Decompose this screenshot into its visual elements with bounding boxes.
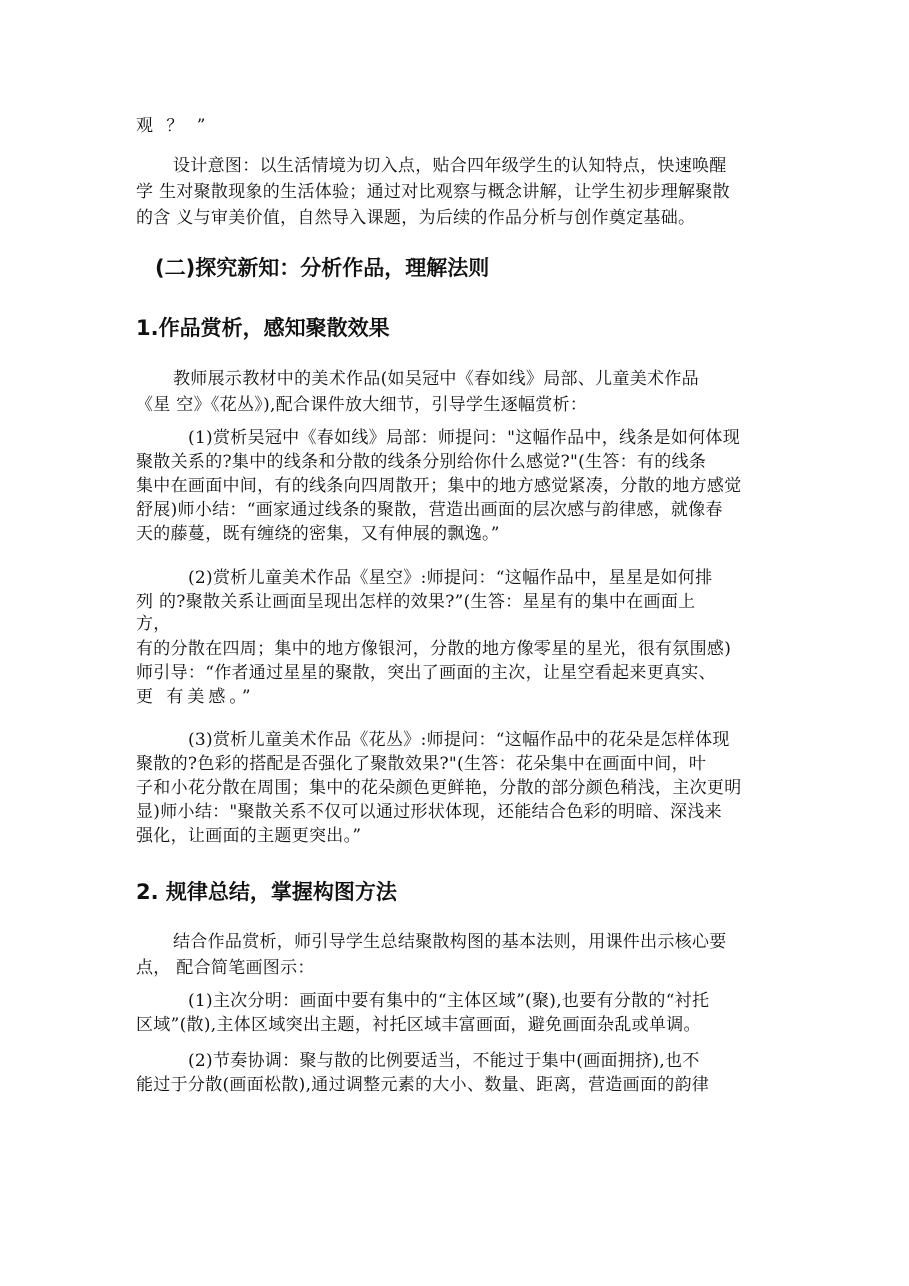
- item1-line-3: 集中在画面中间，有的线条向四周散开；集中的地方感觉紧凑，分散的地方感觉: [136, 476, 742, 496]
- sub2-intro-line-2: 点， 配合简笔画图示：: [136, 958, 315, 978]
- design-intent-line-1: 设计意图：以生活情境为切入点，贴合四年级学生的认知特点，快速唤醒: [173, 156, 727, 176]
- item3-line-1: (3)赏析儿童美术作品《花丛》:师提问：“这幅作品中的花朵是怎样体现: [188, 730, 730, 750]
- item2-line-3: 方，: [136, 614, 171, 634]
- item2-line-5: 师引导：“作者通过星星的聚散，突出了画面的主次，让星空看起来更真实、: [136, 663, 716, 683]
- intro-tail-line: 观 ？ ”: [136, 116, 210, 136]
- design-intent-line-3: 的含 义与审美价值，自然导入课题，为后续的作品分析与创作奠定基础。: [136, 208, 696, 228]
- item3-line-4: 显)师小结："聚散关系不仅可以通过形状体现，还能结合色彩的明暗、深浅来: [136, 802, 722, 822]
- design-intent-line-2: 学 生对聚散现象的生活体验；通过对比观察与概念讲解，让学生初步理解聚散: [136, 182, 730, 202]
- item2-line-4: 有的分散在四周；集中的地方像银河，分散的地方像零星的星光，很有氛围感): [136, 639, 732, 659]
- item1-line-1: (1)赏析吴冠中《春如线》局部：师提问："这幅作品中，线条是如何体现: [188, 428, 741, 448]
- item3-line-2: 聚散的?色彩的搭配是否强化了聚散效果?"(生答：花朵集中在画面中间，叶: [136, 754, 707, 774]
- section-heading-explore: (二)探究新知：分析作品，理解法则: [155, 256, 490, 280]
- item3-line-3: 子和小花分散在周围；集中的花朵颜色更鲜艳，分散的部分颜色稍浅，主次更明: [136, 778, 742, 798]
- item2-line-6: 更 有美感。”: [136, 687, 255, 707]
- subheading-artwork-appreciation: 1.作品赏析，感知聚散效果: [136, 316, 390, 340]
- rule1-line-1: (1)主次分明：画面中要有集中的“主体区域”(聚),也要有分散的“衬托: [188, 991, 710, 1011]
- sub1-intro-line-2: 《星 空》《花丛》),配合课件放大细节，引导学生逐幅赏析：: [136, 395, 588, 415]
- subheading-rule-summary: 2. 规律总结，掌握构图方法: [136, 880, 397, 904]
- item1-line-2: 聚散关系的?集中的线条和分散的线条分别给你什么感觉?"(生答：有的线条: [136, 452, 707, 472]
- sub1-intro-line-1: 教师展示教材中的美术作品(如吴冠中《春如线》局部、儿童美术作品: [173, 369, 699, 389]
- item1-line-5: 天的藤蔓，既有缠绕的密集，又有伸展的飘逸。”: [136, 524, 500, 544]
- rule2-line-1: (2)节奏协调：聚与散的比例要适当，不能过于集中(画面拥挤),也不: [188, 1051, 700, 1071]
- item3-line-5: 强化，让画面的主题更突出。”: [136, 826, 362, 846]
- rule2-line-2: 能过于分散(画面松散),通过调整元素的大小、数量、距离，营造画面的韵律: [136, 1075, 710, 1095]
- item2-line-2: 列 的?聚散关系让画面呈现出怎样的效果?”(生答：星星有的集中在画面上: [136, 592, 696, 612]
- sub2-intro-line-1: 结合作品赏析，师引导学生总结聚散构图的基本法则，用课件出示核心要: [173, 932, 727, 952]
- item1-line-4: 舒展)师小结：“画家通过线条的聚散，营造出画面的层次感与韵律感，就像春: [136, 500, 723, 520]
- item2-line-1: (2)赏析儿童美术作品《星空》:师提问：“这幅作品中，星星是如何排: [188, 568, 713, 588]
- rule1-line-2: 区域”(散),主体区域突出主题，衬托区域丰富画面，避免画面杂乱或单调。: [136, 1015, 701, 1035]
